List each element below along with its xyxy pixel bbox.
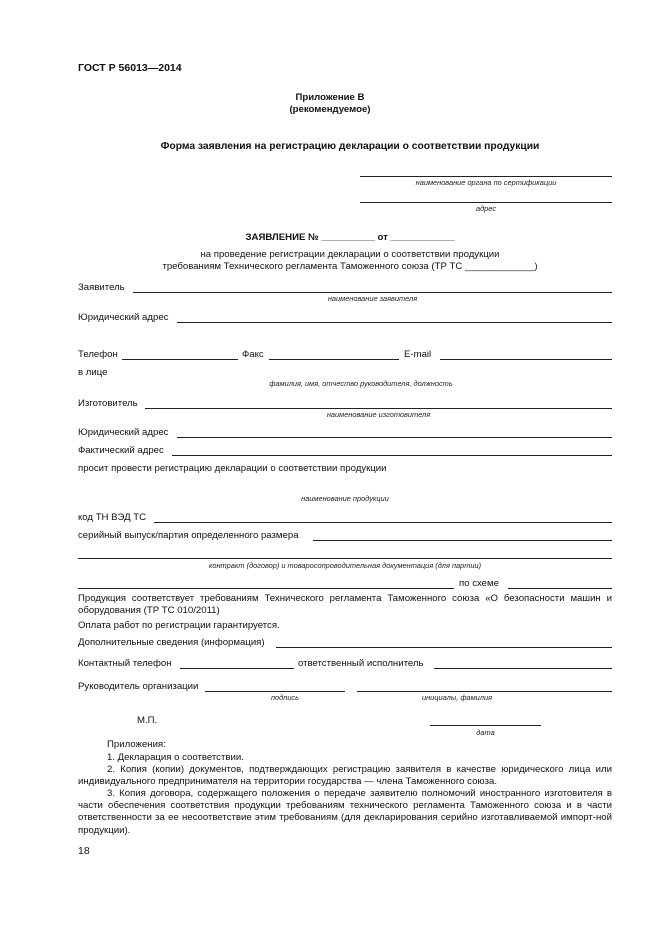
contract-caption: контракт (договор) и товаросопроводительная документация (для партии) xyxy=(208,561,482,570)
contact-phone-field[interactable] xyxy=(180,668,294,669)
email-label: E-mail xyxy=(404,349,432,360)
conformity-text: Продукция соответствует требованиям Технического регламента Таможенного союза «О безопасности машин и оборудования (ТР ТС 010/2011) xyxy=(78,593,612,617)
manufacturer-caption: наименование изготовителя xyxy=(326,410,431,419)
attachment-item-2: 2. Копия (копии) документов, подтверждающих регистрацию заявителя в качестве юридического лица или индивидуального предпринимателя на территории государства — члена Таможенного союза. xyxy=(78,764,612,788)
applicant-caption: наименование заявителя xyxy=(327,294,418,303)
signature-caption: подпись xyxy=(270,693,300,702)
statement-line-2: требованиям Технического регламента Таможенного союза (ТР ТС _____________) xyxy=(162,261,538,272)
email-field[interactable] xyxy=(440,359,612,360)
attachment-item-3: 3. Копия договора, содержащего положения о передаче заявителю полномочий иностранного изготовителя в части обеспечения соответствия продукции требованиям технического регламента Таможенного союза и в части ответственности за ее несоответствие этим требованиям (для декларирования серийно изготавливаемой импорт-ной продукции). xyxy=(78,788,612,836)
serial-label: серийный выпуск/партия определенного размера xyxy=(78,530,299,541)
payment-text: Оплата работ по регистрации гарантируется. xyxy=(78,620,280,631)
additional-label: Дополнительные сведения (информация) xyxy=(78,637,265,648)
person-field[interactable] xyxy=(110,377,612,378)
fax-label: Факс xyxy=(242,349,264,360)
date-caption: дата xyxy=(476,728,495,737)
fax-field[interactable] xyxy=(269,359,399,360)
legal-address-label: Юридический адрес xyxy=(78,312,169,323)
signature-field[interactable] xyxy=(205,691,345,692)
form-title: Форма заявления на регистрацию декларации о соответствии продукции xyxy=(160,141,540,152)
phone-field[interactable] xyxy=(122,359,238,360)
date-field[interactable] xyxy=(430,725,541,726)
address-line[interactable] xyxy=(360,202,612,203)
legal-address2-field[interactable] xyxy=(177,437,612,438)
responsible-field[interactable] xyxy=(434,668,612,669)
phone-label: Телефон xyxy=(78,349,118,360)
actual-address-field[interactable] xyxy=(172,455,612,456)
initials-caption: инициалы, фамилия xyxy=(421,693,493,702)
appendix-subtitle: (рекомендуемое) xyxy=(289,104,371,115)
product-caption: наименование продукции xyxy=(301,494,389,503)
tn-ved-label: код ТН ВЭД ТС xyxy=(78,512,147,523)
tn-ved-field[interactable] xyxy=(154,522,612,523)
legal-address2-label: Юридический адрес xyxy=(78,427,169,438)
standard-number: ГОСТ Р 56013—2014 xyxy=(78,62,182,74)
responsible-label: ответственный исполнитель xyxy=(298,658,424,669)
stamp-label: М.П. xyxy=(137,715,158,726)
in-person-label: в лице xyxy=(78,367,108,378)
scheme-label: по схеме xyxy=(459,578,499,589)
request-text: просит провести регистрацию декларации о соответствии продукции xyxy=(78,463,387,474)
attachments-title: Приложения: xyxy=(107,739,166,750)
serial-field[interactable] xyxy=(313,540,612,541)
applicant-label: Заявитель xyxy=(78,282,125,293)
person-caption: фамилия, имя, отчество руководителя, должность xyxy=(269,379,453,388)
certification-body-caption: наименование органа по сертификации xyxy=(415,178,557,187)
actual-address-label: Фактический адрес xyxy=(78,445,164,456)
initials-field[interactable] xyxy=(357,691,612,692)
contract-field[interactable] xyxy=(78,558,612,559)
manufacturer-field[interactable] xyxy=(145,408,612,409)
additional-field[interactable] xyxy=(276,647,612,648)
applicant-field[interactable] xyxy=(133,292,612,293)
legal-address-field[interactable] xyxy=(177,322,612,323)
address-caption: адрес xyxy=(475,204,497,213)
head-label: Руководитель организации xyxy=(78,681,199,692)
scheme-field[interactable] xyxy=(508,588,612,589)
certification-body-line[interactable] xyxy=(360,176,612,177)
statement-title: ЗАЯВЛЕНИЕ № __________ от ____________ xyxy=(245,232,455,243)
attachment-item-1: 1. Декларация о соответствии. xyxy=(107,752,244,763)
manufacturer-label: Изготовитель xyxy=(78,398,138,409)
page-number: 18 xyxy=(78,845,90,857)
scheme-prefix-field[interactable] xyxy=(78,588,454,589)
statement-line-1: на проведение регистрации декларации о соответствии продукции xyxy=(200,249,500,260)
contact-phone-label: Контактный телефон xyxy=(78,658,172,669)
appendix-title: Приложение В xyxy=(295,92,365,103)
